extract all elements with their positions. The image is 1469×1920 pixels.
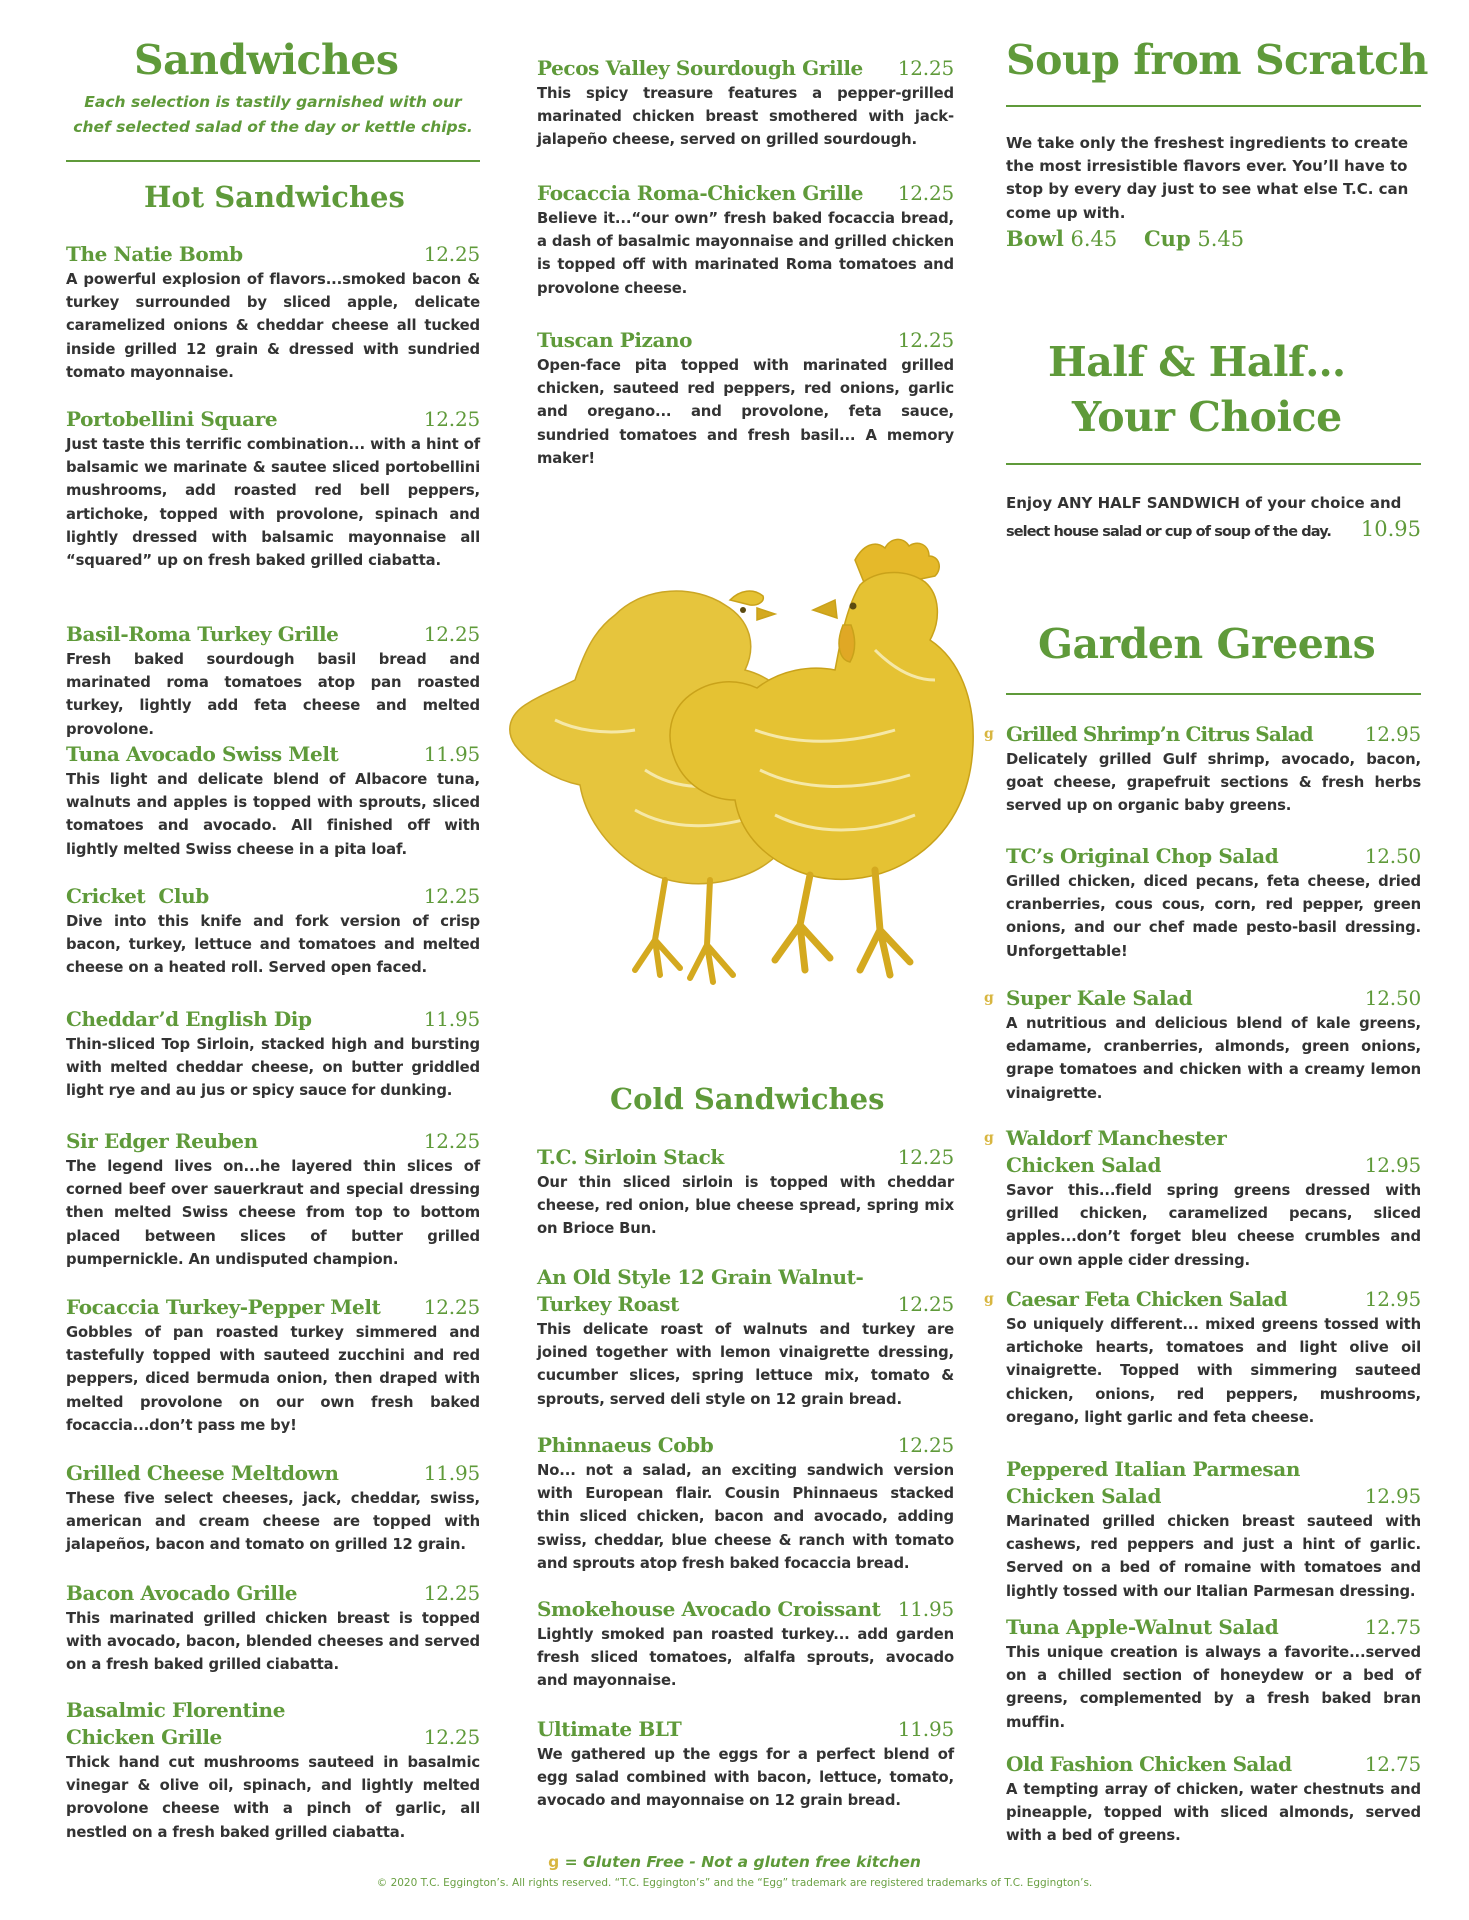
item-price: 12.95 bbox=[1364, 1287, 1421, 1311]
item-price: 11.95 bbox=[897, 1717, 954, 1741]
item-price: 11.95 bbox=[897, 1597, 954, 1621]
item-price: 12.25 bbox=[423, 242, 480, 266]
menu-item bbox=[1006, 1456, 1421, 1603]
menu-item bbox=[537, 1716, 954, 1813]
item-name: Tuna Apple-Walnut Salad bbox=[1006, 1615, 1279, 1639]
item-name: T.C. Sirloin Stack bbox=[537, 1145, 724, 1169]
divider bbox=[66, 160, 480, 162]
tagline-line-2: chef selected salad of the day or kettle chips. bbox=[73, 118, 473, 136]
bowl-price: 6.45 bbox=[1070, 227, 1118, 251]
menu-item bbox=[66, 1006, 480, 1103]
menu-item bbox=[1006, 721, 1421, 818]
item-price: 12.25 bbox=[897, 1292, 954, 1316]
divider bbox=[1006, 463, 1421, 465]
menu-item bbox=[537, 1264, 954, 1411]
menu-item bbox=[66, 1580, 480, 1677]
item-description: A tempting array of chicken, water chestnuts and pineapple, topped with sliced almonds, served with a bed of greens. bbox=[1006, 1781, 1421, 1845]
item-name: Tuna Avocado Swiss Melt bbox=[66, 742, 339, 766]
menu-item bbox=[1006, 985, 1421, 1105]
item-description: This delicate roast of walnuts and turkey are joined together with lemon vinaigrette dressing, cucumber slices, spring lettuce mix, tomato & sprouts, served deli style on 12 grain bread. bbox=[537, 1321, 954, 1408]
item-price: 12.75 bbox=[1364, 1615, 1421, 1639]
soup-description: We take only the freshest ingredients to create the most irresistible flavors ever. You’ll have to stop by every day just to see what else T.C. can come up with. bbox=[1006, 134, 1409, 222]
item-name: Chicken Salad bbox=[1006, 1153, 1162, 1177]
menu-item bbox=[66, 1697, 480, 1844]
item-description: No... not a salad, an exciting sandwich version with European flair. Cousin Phinnaeus stacked thin sliced chicken, bacon and avocado, adding swiss, cheddar, blue cheese & ranch with tomato and sprouts atop fresh baked focaccia bread. bbox=[537, 1462, 954, 1572]
item-description: A nutritious and delicious blend of kale greens, edamame, cranberries, almonds, green onions, grape tomatoes and chicken with a creamy lemon vinaigrette. bbox=[1006, 1015, 1421, 1102]
cup-price: 5.45 bbox=[1197, 227, 1245, 251]
gluten-free-mark: g bbox=[984, 1130, 994, 1146]
sandwiches-tagline bbox=[66, 90, 480, 140]
item-price: 12.25 bbox=[897, 56, 954, 80]
item-name: Focaccia Turkey-Pepper Melt bbox=[66, 1295, 381, 1319]
divider bbox=[1006, 693, 1421, 695]
menu-item bbox=[66, 883, 480, 980]
soup-title: Soup from Scratch bbox=[1006, 36, 1428, 84]
item-description: Thick hand cut mushrooms sauteed in basalmic vinegar & olive oil, spinach, and lightly melted provolone cheese with a pinch of garlic, all nestled on a fresh baked grilled ciabatta. bbox=[66, 1754, 480, 1841]
menu-item bbox=[537, 327, 954, 470]
item-name: Super Kale Salad bbox=[1006, 986, 1193, 1010]
menu-item bbox=[66, 1128, 480, 1271]
item-price: 11.95 bbox=[423, 742, 480, 766]
item-name-line-1: Waldorf Manchester bbox=[1006, 1126, 1227, 1150]
half-line-2: select house salad or cup of soup of the day. bbox=[1006, 524, 1332, 540]
hot-sandwiches-title: Hot Sandwiches bbox=[144, 180, 405, 214]
menu-item bbox=[66, 741, 480, 861]
item-description: Delicately grilled Gulf shrimp, avocado, bacon, goat cheese, grapefruit sections & fresh herbs served up on organic baby greens. bbox=[1006, 751, 1421, 815]
soup-prices bbox=[1006, 226, 1244, 251]
item-description: Savor this...field spring greens dressed with grilled chicken, caramelized pecans, sliced apples...don’t forget bleu cheese crumbles and our own apple cider dressing. bbox=[1006, 1182, 1421, 1269]
item-name: Caesar Feta Chicken Salad bbox=[1006, 1287, 1288, 1311]
item-name: The Natie Bomb bbox=[66, 242, 243, 266]
item-price: 12.25 bbox=[897, 1145, 954, 1169]
item-name: Basil-Roma Turkey Grille bbox=[66, 622, 339, 646]
half-line-2-row bbox=[1006, 516, 1421, 545]
menu-item bbox=[537, 1596, 954, 1693]
gluten-free-note: = Gluten Free - Not a gluten free kitchen bbox=[559, 1853, 921, 1871]
item-price: 12.95 bbox=[1364, 722, 1421, 746]
item-description: This unique creation is always a favorite...served on a chilled section of honeydew or a bed of greens, complemented by a fresh baked bran muffin. bbox=[1006, 1644, 1421, 1731]
item-description: Fresh baked sourdough basil bread and marinated roma tomatoes atop pan roasted turkey, lightly add feta cheese and melted provolone. bbox=[66, 651, 480, 738]
sandwiches-title: Sandwiches bbox=[134, 36, 399, 84]
menu-item bbox=[537, 55, 954, 152]
item-description: Open-face pita topped with marinated grilled chicken, sauteed red peppers, red onions, garlic and oregano... and provolone, feta sauce, sundried tomatoes and fresh basil... A memory maker! bbox=[537, 357, 954, 467]
item-name: Chicken Salad bbox=[1006, 1484, 1162, 1508]
item-price: 12.25 bbox=[423, 1581, 480, 1605]
menu-item bbox=[66, 1294, 480, 1437]
item-name-line-1: Basalmic Florentine bbox=[66, 1698, 286, 1722]
item-name: Turkey Roast bbox=[537, 1292, 679, 1316]
item-name: Grilled Shrimp’n Citrus Salad bbox=[1006, 722, 1313, 746]
item-description: The legend lives on...he layered thin slices of corned beef over sauerkraut and special dressing then melted Swiss cheese from top to bottom placed between slices of butter grilled pumpernickle. An undisputed champion. bbox=[66, 1158, 480, 1268]
gluten-free-legend bbox=[0, 1853, 1469, 1871]
item-name: Phinnaeus Cobb bbox=[537, 1433, 714, 1457]
item-description: Just taste this terrific combination... with a hint of balsamic we marinate & sautee sliced portobellini mushrooms, add roasted red bell peppers, artichoke, topped with provolone, spinach and lightly dressed with balsamic mayonnaise all “squared” up on fresh baked grilled ciabatta. bbox=[66, 436, 480, 570]
item-price: 12.25 bbox=[897, 1433, 954, 1457]
item-price: 12.75 bbox=[1364, 1752, 1421, 1776]
item-description: A powerful explosion of flavors...smoked bacon & turkey surrounded by sliced apple, delicate caramelized onions & cheddar cheese all tucked inside grilled 12 grain & dressed with sundried tomato mayonnaise. bbox=[66, 271, 480, 381]
item-price: 12.50 bbox=[1364, 844, 1421, 868]
menu-item bbox=[66, 621, 480, 741]
item-description: We gathered up the eggs for a perfect blend of egg salad combined with bacon, lettuce, tomato, avocado and mayonnaise on 12 grain bread. bbox=[537, 1746, 954, 1810]
item-description: This marinated grilled chicken breast is topped with avocado, bacon, blended cheeses and served on a fresh baked grilled ciabatta. bbox=[66, 1610, 480, 1674]
item-description: This spicy treasure features a pepper-grilled marinated chicken breast smothered with jack-jalapeño cheese, served on grilled sourdough. bbox=[537, 85, 954, 149]
menu-item bbox=[537, 1432, 954, 1575]
item-name: Focaccia Roma-Chicken Grille bbox=[537, 181, 864, 205]
item-name: Bacon Avocado Grille bbox=[66, 1581, 298, 1605]
chickens-illustration bbox=[495, 530, 1005, 1010]
item-price: 12.25 bbox=[423, 884, 480, 908]
item-price: 12.95 bbox=[1364, 1153, 1421, 1177]
item-name: Tuscan Pizano bbox=[537, 328, 693, 352]
half-and-half-description bbox=[1006, 490, 1421, 545]
gluten-free-mark: g bbox=[984, 1291, 994, 1307]
item-description: Thin-sliced Top Sirloin, stacked high and bursting with melted cheddar cheese, on butter griddled light rye and au jus or spicy sauce for dunking. bbox=[66, 1036, 480, 1100]
item-price: 12.25 bbox=[423, 1129, 480, 1153]
item-name: Smokehouse Avocado Croissant bbox=[537, 1597, 881, 1621]
item-price: 12.25 bbox=[897, 181, 954, 205]
item-price: 12.25 bbox=[423, 622, 480, 646]
cold-sandwiches-title: Cold Sandwiches bbox=[610, 1082, 885, 1116]
item-price: 11.95 bbox=[423, 1007, 480, 1031]
item-name-line-1: Peppered Italian Parmesan bbox=[1006, 1457, 1300, 1481]
item-description: This light and delicate blend of Albacore tuna, walnuts and apples is topped with sprouts, sliced tomatoes and avocado. All finished off with lightly melted Swiss cheese in a pita loaf. bbox=[66, 771, 480, 858]
item-description: Dive into this knife and fork version of crisp bacon, turkey, lettuce and tomatoes and melted cheese on a heated roll. Served open faced. bbox=[66, 913, 480, 977]
half-and-half-title-line-2: Your Choice bbox=[1072, 393, 1342, 441]
item-name: TC’s Original Chop Salad bbox=[1006, 844, 1279, 868]
item-name: Sir Edger Reuben bbox=[66, 1129, 258, 1153]
item-name: Grilled Cheese Meltdown bbox=[66, 1461, 339, 1485]
item-name: Chicken Grille bbox=[66, 1725, 222, 1749]
item-price: 12.25 bbox=[897, 328, 954, 352]
item-description: Grilled chicken, diced pecans, feta cheese, dried cranberries, cous cous, corn, red pepper, green onions, and our chef made pesto-basil dressing. Unforgettable! bbox=[1006, 873, 1421, 960]
menu-item bbox=[537, 1144, 954, 1241]
item-price: 11.95 bbox=[423, 1461, 480, 1485]
menu-item bbox=[66, 406, 480, 572]
item-description: Marinated grilled chicken breast sauteed with cashews, red peppers and just a hint of garlic. Served on a bed of romaine with tomatoes and lightly tossed with our Italian Parmesan dressing. bbox=[1006, 1513, 1421, 1600]
item-description: These five select cheeses, jack, cheddar, swiss, american and cream cheese are topped with jalapeños, bacon and tomato on grilled 12 grain. bbox=[66, 1490, 480, 1554]
menu-item bbox=[1006, 1125, 1421, 1272]
half-and-half-title-line-1: Half & Half… bbox=[1048, 338, 1346, 386]
menu-item bbox=[66, 1460, 480, 1557]
item-name: Old Fashion Chicken Salad bbox=[1006, 1752, 1292, 1776]
gluten-free-mark: g bbox=[984, 726, 994, 742]
item-name: Cheddar’d English Dip bbox=[66, 1007, 312, 1031]
menu-item bbox=[1006, 1751, 1421, 1848]
half-price: 10.95 bbox=[1360, 517, 1421, 541]
item-description: Lightly smoked pan roasted turkey... add garden fresh sliced tomatoes, alfalfa sprouts, avocado and mayonnaise. bbox=[537, 1626, 954, 1690]
cup-label: Cup bbox=[1143, 226, 1191, 251]
item-price: 12.25 bbox=[423, 1295, 480, 1319]
gluten-free-symbol: g bbox=[548, 1853, 560, 1871]
item-description: Believe it...“our own” fresh baked focaccia bread, a dash of basalmic mayonnaise and grilled chicken is topped off with marinated Roma tomatoes and provolone cheese. bbox=[537, 210, 954, 297]
bowl-label: Bowl bbox=[1006, 226, 1064, 251]
item-name: Pecos Valley Sourdough Grille bbox=[537, 56, 863, 80]
half-line-1: Enjoy ANY HALF SANDWICH of your choice and bbox=[1006, 494, 1402, 512]
menu-item bbox=[1006, 1286, 1421, 1429]
item-name-line-1: An Old Style 12 Grain Walnut- bbox=[537, 1265, 864, 1289]
item-price: 12.25 bbox=[423, 407, 480, 431]
item-name: Portobellini Square bbox=[66, 407, 278, 431]
menu-item bbox=[66, 241, 480, 384]
menu-item bbox=[1006, 1614, 1421, 1734]
copyright-notice: © 2020 T.C. Eggington’s. All rights reserved. “T.C. Eggington’s” and the “Egg” trademark are registered trademarks of T.C. Eggington’s. bbox=[376, 1877, 1093, 1889]
item-description: Gobbles of pan roasted turkey simmered and tastefully topped with sauteed zucchini and red peppers, diced bermuda onion, then draped with melted provolone on our own fresh baked focaccia...don’t pass me by! bbox=[66, 1324, 480, 1434]
item-description: So uniquely different... mixed greens tossed with artichoke hearts, tomatoes and light olive oil vinaigrette. Topped with simmering sauteed chicken, onions, red peppers, mushrooms, oregano, light garlic and feta cheese. bbox=[1006, 1316, 1421, 1426]
divider bbox=[1006, 105, 1421, 107]
menu-item bbox=[537, 180, 954, 300]
menu-item bbox=[1006, 843, 1421, 963]
item-price: 12.25 bbox=[423, 1725, 480, 1749]
item-price: 12.50 bbox=[1364, 986, 1421, 1010]
item-description: Our thin sliced sirloin is topped with cheddar cheese, red onion, blue cheese spread, spring mix on Brioce Bun. bbox=[537, 1174, 954, 1238]
item-name: Cricket Club bbox=[66, 884, 209, 908]
item-name: Ultimate BLT bbox=[537, 1717, 682, 1741]
garden-greens-title: Garden Greens bbox=[1038, 620, 1376, 668]
tagline-line-1: Each selection is tastily garnished with our bbox=[84, 93, 462, 111]
item-price: 12.95 bbox=[1364, 1484, 1421, 1508]
gluten-free-mark: g bbox=[984, 990, 994, 1006]
